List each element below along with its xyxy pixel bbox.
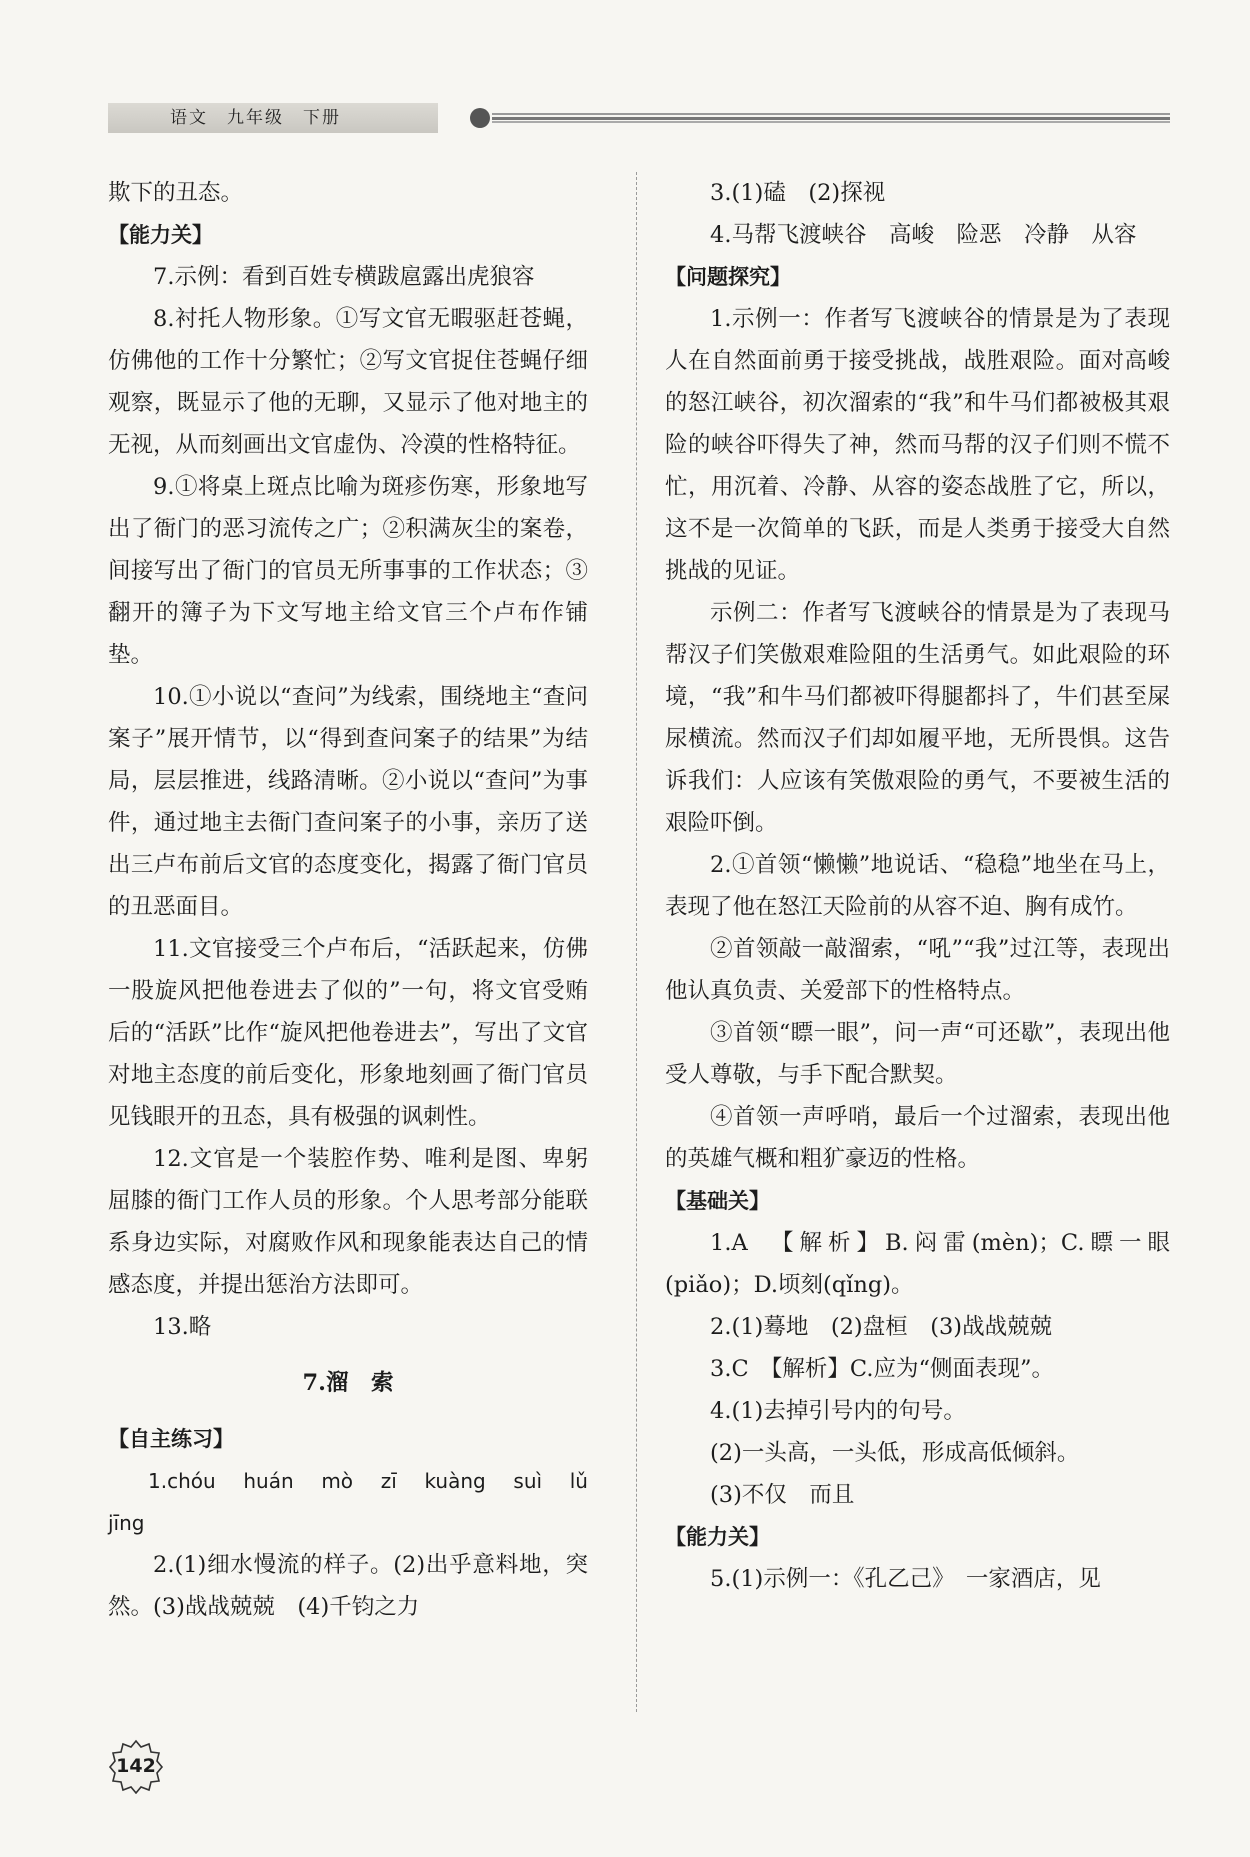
answer-paragraph: 3.(1)磕 (2)探视 [710,180,886,206]
answer-paragraph: 4.(1)去掉引号内的句号。 [710,1398,966,1424]
answer-paragraph: 2.①首领“懒懒”地说话、“稳稳”地坐在马上，表现了他在怒江天险前的从容不迫、胸有成竹。 [665,852,1170,920]
answer-paragraph: 13.略 [153,1314,212,1340]
column-divider [636,172,637,1712]
right-column [665,172,1170,1600]
answer-paragraph: 欺下的丑态。 [108,180,244,206]
answer-paragraph: 9.①将桌上斑点比喻为斑疹伤寒，形象地写出了衙门的恶习流传之广；②积满灰尘的案卷，间接写出了衙门的官员无所事事的工作状态；③翻开的簿子为下文写地主给文官三个卢布作铺垫。 [108,474,588,668]
answer-paragraph: (2)一头高，一头低，形成高低倾斜。 [710,1440,1080,1466]
section-heading: 【问题探究】 [665,265,791,289]
header-tab: 语文 九年级 下册 [108,103,438,133]
answer-paragraph: 3.C 【解析】C.应为“侧面表现”。 [710,1356,1055,1382]
answer-paragraph: 2.(1)蓦地 (2)盘桓 (3)战战兢兢 [710,1314,1053,1340]
answer-paragraph: ③首领“瞟一眼”，问一声“可还歇”，表现出他受人尊敬，与手下配合默契。 [665,1020,1170,1088]
left-column [108,172,608,1628]
answer-paragraph: 11.文官接受三个卢布后，“活跃起来，仿佛一股旋风把他卷进去了似的”一句，将文官受贿后的“活跃”比作“旋风把他卷进去”，写出了文官对地主态度的前后变化，形象地刻画了衙门官员见钱眼开的丑态，具有极强的讽刺性。 [108,936,588,1130]
answer-paragraph: 7.示例：看到百姓专横跋扈露出虎狼容 [153,264,535,290]
section-heading: 【能力关】 [665,1525,770,1549]
page-header [0,0,1250,150]
header-dot-icon [470,108,490,128]
section-heading: 【基础关】 [665,1189,770,1213]
answer-paragraph: 2.(1)细水慢流的样子。(2)出乎意料地，突然。(3)战战兢兢 (4)千钧之力 [108,1552,588,1620]
answer-paragraph: 4.马帮飞渡峡谷 高峻 险恶 冷静 从容 [710,222,1137,248]
answer-paragraph: 示例二：作者写飞渡峡谷的情景是为了表现马帮汉子们笑傲艰难险阻的生活勇气。如此艰险的环境，“我”和牛马们都被吓得腿都抖了，牛们甚至屎尿横流。然而汉子们却如履平地，无所畏惧。这告诉我们：人应该有笑傲艰险的勇气，不要被生活的艰险吓倒。 [665,600,1170,836]
answer-paragraph: (3)不仅 而且 [710,1482,855,1508]
answer-paragraph: 10.①小说以“查问”为线索，围绕地主“查问案子”展开情节，以“得到查问案子的结果”为结局，层层推进，线路清晰。②小说以“查问”为事件，通过地主去衙门查问案子的小事，亲历了送出三卢布前后文官的态度变化，揭露了衙门官员的丑恶面目。 [108,684,588,920]
section-heading: 【自主练习】 [108,1427,234,1451]
page-number-text: 142 [116,1755,156,1777]
answer-paragraph: 1.A 【解析】B.闷雷(mèn)；C.瞟一眼(piǎo)；D.顷刻(qǐng)。 [665,1230,1170,1298]
answer-paragraph: 5.(1)示例一：《孔乙己》 一家酒店，见 [710,1566,1101,1592]
header-rule [492,113,1170,123]
answer-paragraph: ②首领敲一敲溜索，“吼”“我”过江等，表现出他认真负责、关爱部下的性格特点。 [665,936,1170,1004]
answer-paragraph: 8.衬托人物形象。①写文官无暇驱赶苍蝇，仿佛他的工作十分繁忙；②写文官捉住苍蝇仔细观察，既显示了他的无聊，又显示了他对地主的无视，从而刻画出文官虚伪、冷漠的性格特征。 [108,306,588,458]
answer-paragraph: 12.文官是一个装腔作势、唯利是图、卑躬屈膝的衙门工作人员的形象。个人思考部分能联系身边实际，对腐败作风和现象能表达自己的情感态度，并提出惩治方法即可。 [108,1146,588,1298]
answer-paragraph: 1.chóu huán mò zī kuàng suì lǔ jīng [108,1469,608,1535]
lesson-title: 7.溜 索 [302,1370,394,1396]
section-heading: 【能力关】 [108,223,213,247]
answer-paragraph: ④首领一声呼哨，最后一个过溜索，表现出他的英雄气概和粗犷豪迈的性格。 [665,1104,1170,1172]
page-number [108,1738,164,1794]
answer-paragraph: 1.示例一：作者写飞渡峡谷的情景是为了表现人在自然面前勇于接受挑战，战胜艰险。面对高峻的怒江峡谷，初次溜索的“我”和牛马们都被极其艰险的峡谷吓得失了神，然而马帮的汉子们则不慌不忙，用沉着、冷静、从容的姿态战胜了它，所以，这不是一次简单的飞跃，而是人类勇于接受大自然挑战的见证。 [665,306,1170,584]
